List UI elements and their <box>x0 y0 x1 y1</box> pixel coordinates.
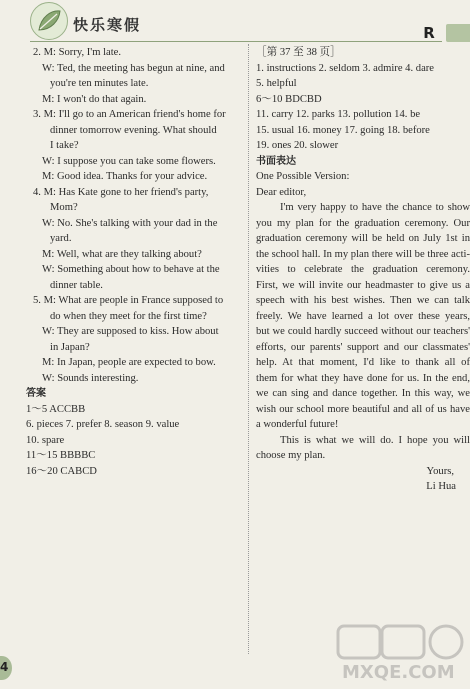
closing: Yours, <box>426 465 454 477</box>
text-line: 1～5 ACCBB <box>26 403 86 415</box>
essay-line: efforts, our parents' support and our classmates' <box>256 341 470 353</box>
text-line: dinner tomorrow evening. What should <box>50 124 217 136</box>
essay-line: vities to celebrate the graduation ceremony. <box>256 264 470 275</box>
text-line: M: Well, what are they talking about? <box>42 248 202 260</box>
text-line: W: Sounds interesting. <box>42 372 139 384</box>
essay-line: wish our school more beautiful and all of us have <box>256 403 470 415</box>
text-line: 16～20 CABCD <box>26 465 97 477</box>
text-line: M: I won't do that again. <box>42 93 147 105</box>
text-line: you're ten minutes late. <box>50 78 149 89</box>
text-line: W: Ted, the meeting has begun at nine, and <box>42 62 225 74</box>
text-line: 3. M: I'll go to an American friend's home for <box>33 109 226 120</box>
text-line: W: No. She's talking with your dad in the <box>42 217 218 229</box>
text-line: 10. spare <box>26 434 65 446</box>
essay-line: freely. We have learned a lot over these years, <box>256 310 470 322</box>
text-line: 19. ones 20. slower <box>256 140 339 151</box>
text-line: M: In Japan, people are expected to bow. <box>42 357 216 368</box>
essay-line: choose my plan. <box>256 450 326 461</box>
text-line: 11～15 BBBBC <box>26 450 96 461</box>
text-line: yard. <box>50 233 72 244</box>
text-line: I take? <box>50 140 79 151</box>
text-line: 5. helpful <box>256 78 297 89</box>
text-line: 15. usual 16. money 17. going 18. before <box>256 124 430 136</box>
page-header <box>0 0 470 44</box>
header-rule <box>30 41 442 42</box>
text-line: 5. M: What are people in France supposed to <box>33 295 224 306</box>
writing-heading: 书面表达 <box>256 155 296 167</box>
essay-line: This is what we will do. I hope you will <box>280 434 470 446</box>
essay-line: speech with his best wishes. Then we can talk <box>256 295 470 306</box>
left-column <box>26 45 244 479</box>
essay-line: them for what they have done for us. In the end, <box>256 372 470 384</box>
text-line: 2. M: Sorry, I'm late. <box>33 47 122 58</box>
answers-heading: 答案 <box>26 388 46 399</box>
text-line: dinner table. <box>50 279 103 291</box>
text-line: W: Something about how to behave at the <box>42 264 220 275</box>
text-line: do when they meet for the first time? <box>50 310 207 322</box>
essay-line: I'm very happy to have the chance to show <box>280 202 470 213</box>
page-number: 4 <box>0 660 9 674</box>
essay-line: graduation ceremony will be held on July 1st in <box>256 233 470 244</box>
header-badge: R <box>423 24 435 42</box>
essay-line: a wonderful future! <box>256 419 339 430</box>
badge-tab <box>446 24 470 42</box>
essay-line: we can sing and dance together. In this way, we <box>256 388 470 399</box>
text-line: W: I suppose you can take some flowers. <box>42 155 216 167</box>
text-line: Dear editor, <box>256 186 307 198</box>
essay-line: help. At that moment, I'd like to thank all of <box>256 357 470 368</box>
essay-line: the school hall. In my plan there will be three acti- <box>256 248 470 260</box>
text-line: 6. pieces 7. prefer 8. season 9. value <box>26 419 180 430</box>
text-line: One Possible Version: <box>256 171 350 182</box>
essay-line: First, we will invite our headmaster to give us a <box>256 279 470 291</box>
essay-line: but we could hardly succeed without our teachers' <box>256 326 470 337</box>
right-column <box>256 45 470 495</box>
column-divider <box>248 44 249 654</box>
page-range-heading: ［第 37 至 38 页］ <box>256 47 341 58</box>
leaf-logo-icon <box>30 2 68 40</box>
text-line: W: They are supposed to kiss. How about <box>42 326 219 337</box>
text-line: M: Good idea. Thanks for your advice. <box>42 171 208 182</box>
text-line: Mom? <box>50 202 78 213</box>
essay-line: you my plan for the graduation ceremony. Our <box>256 217 470 229</box>
header-title: 快乐寒假 <box>73 16 142 34</box>
text-line: 6～10 BDCBD <box>256 93 322 105</box>
text-line: 11. carry 12. parks 13. pollution 14. be <box>256 109 421 120</box>
signature: Li Hua <box>426 481 456 492</box>
text-line: 1. instructions 2. seldom 3. admire 4. dare <box>256 62 434 74</box>
watermark-text: MXQE.COM <box>342 662 455 683</box>
watermark-logo <box>336 622 468 684</box>
text-line: in Japan? <box>50 341 90 353</box>
text-line: 4. M: Has Kate gone to her friend's party, <box>33 186 209 198</box>
